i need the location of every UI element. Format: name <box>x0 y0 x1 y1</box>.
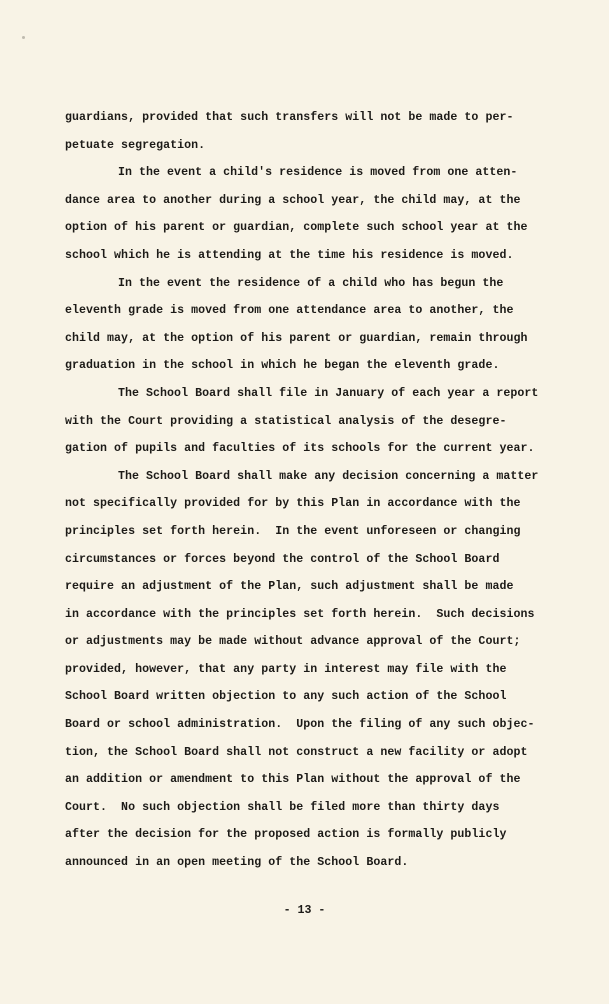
text-line: school which he is attending at the time his residence is moved. <box>65 248 514 262</box>
text-line: option of his parent or guardian, complete such school year at the <box>65 221 528 235</box>
text-line: tion, the School Board shall not construct a new facility or adopt <box>65 745 528 759</box>
text-line: provided, however, that any party in interest may file with the <box>65 662 507 676</box>
text-line: announced in an open meeting of the School Board. <box>65 856 409 870</box>
text-line: child may, at the option of his parent or guardian, remain through <box>65 331 528 345</box>
text-line: circumstances or forces beyond the control of the School Board <box>65 552 500 566</box>
text-line: principles set forth herein. In the event unforeseen or changing <box>65 524 521 538</box>
text-line: gation of pupils and faculties of its schools for the current year. <box>65 442 535 456</box>
text-line: in accordance with the principles set forth herein. Such decisions <box>65 607 535 621</box>
text-line: graduation in the school in which he began the eleventh grade. <box>65 359 500 373</box>
text-line: dance area to another during a school year, the child may, at the <box>65 193 521 207</box>
text-line: with the Court providing a statistical analysis of the desegre- <box>65 414 507 428</box>
text-line: not specifically provided for by this Plan in accordance with the <box>65 497 521 511</box>
text-line: Board or school administration. Upon the filing of any such objec- <box>65 718 535 732</box>
paragraph-start-line: The School Board shall make any decision concerning a matter <box>118 469 539 483</box>
text-line: require an adjustment of the Plan, such adjustment shall be made <box>65 580 514 594</box>
text-line: School Board written objection to any such action of the School <box>65 690 507 704</box>
text-line: eleventh grade is moved from one attendance area to another, the <box>65 304 514 318</box>
speck-mark <box>22 36 25 39</box>
text-line: or adjustments may be made without advance approval of the Court; <box>65 635 521 649</box>
text-line: an addition or amendment to this Plan without the approval of the <box>65 773 521 787</box>
text-line: after the decision for the proposed action is formally publicly <box>65 828 507 842</box>
paragraph-start-line: The School Board shall file in January of each year a report <box>118 386 539 400</box>
text-line: petuate segregation. <box>65 138 206 152</box>
text-line: guardians, provided that such transfers will not be made to per- <box>65 111 514 124</box>
document-body <box>65 104 555 877</box>
paragraph-start-line: In the event the residence of a child who has begun the <box>118 276 504 290</box>
text-line: Court. No such objection shall be filed more than thirty days <box>65 800 500 814</box>
paragraph-start-line: In the event a child's residence is moved from one atten- <box>118 166 518 180</box>
page-number: - 13 - <box>283 904 326 917</box>
